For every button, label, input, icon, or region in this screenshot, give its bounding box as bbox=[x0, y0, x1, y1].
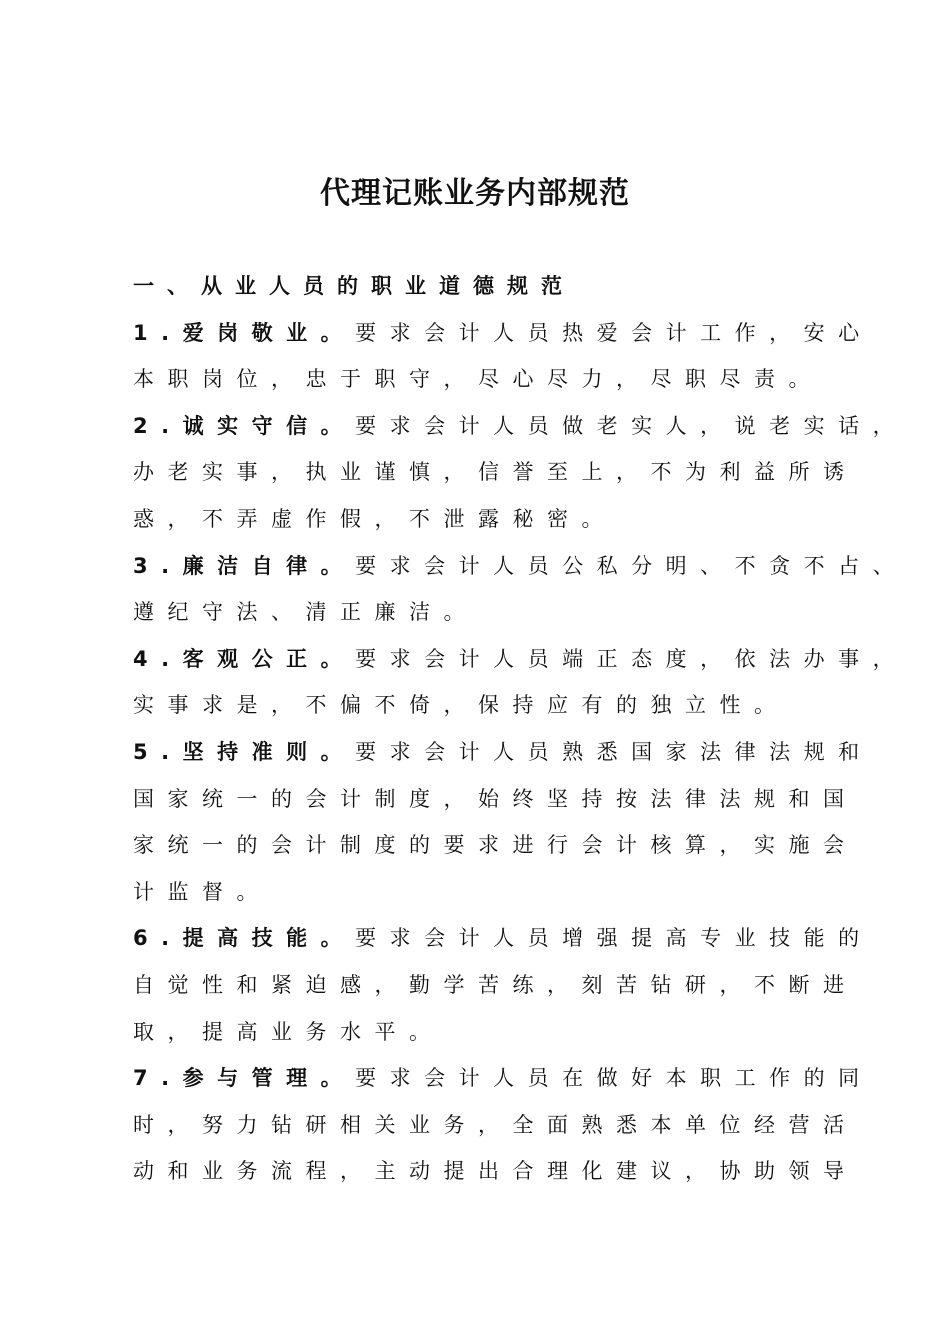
item-5-line-4: 计监督。 bbox=[133, 879, 271, 904]
item-5-head: 5.坚持准则。 bbox=[133, 739, 356, 764]
item-6-head: 6.提高技能。 bbox=[133, 926, 356, 951]
item-1-head: 1.爱岗敬业。 bbox=[133, 320, 356, 345]
item-4-line-1 bbox=[133, 636, 908, 683]
item-4-text: 要求会计人员端正态度，依法办事， bbox=[355, 646, 908, 671]
item-5-text: 要求会计人员熟悉国家法律法规和 bbox=[355, 739, 873, 764]
item-6-line-3: 取，提高业务水平。 bbox=[133, 1019, 444, 1044]
item-7-head: 7.参与管理。 bbox=[133, 1066, 356, 1091]
item-7-line-2: 时，努力钻研相关业务，全面熟悉本单位经营活 bbox=[133, 1112, 858, 1137]
item-2-line-1 bbox=[133, 403, 908, 450]
item-4-head: 4.客观公正。 bbox=[133, 646, 356, 671]
item-1-text: 要求会计人员热爱会计工作，安心 bbox=[355, 320, 873, 345]
item-7-text: 要求会计人员在做好本职工作的同 bbox=[355, 1066, 873, 1091]
item-1-line-2: 本职岗位，忠于职守，尽心尽力，尽职尽责。 bbox=[133, 367, 823, 392]
item-5-line-3: 家统一的会计制度的要求进行会计核算，实施会 bbox=[133, 833, 858, 858]
item-5-line-1 bbox=[133, 729, 893, 776]
section-heading: 一、从业人员的职业道德规范 bbox=[133, 274, 575, 298]
item-2-line-2: 办老实事，执业谨慎，信誉至上，不为利益所诱 bbox=[133, 460, 858, 485]
document-body bbox=[133, 263, 908, 1195]
document-title: 代理记账业务内部规范 bbox=[320, 176, 630, 211]
item-7-line-1 bbox=[133, 1055, 893, 1102]
item-3-text: 要求会计人员公私分明、不贪不占、 bbox=[355, 553, 908, 578]
item-3-line-2: 遵纪守法、清正廉洁。 bbox=[133, 600, 478, 625]
item-2-line-3: 惑，不弄虚作假，不泄露秘密。 bbox=[133, 506, 616, 531]
item-6-text: 要求会计人员增强提高专业技能的 bbox=[355, 926, 873, 951]
item-4-line-2: 实事求是，不偏不倚，保持应有的独立性。 bbox=[133, 693, 789, 718]
item-2-head: 2.诚实守信。 bbox=[133, 413, 356, 438]
item-6-line-2: 自觉性和紧迫感，勤学苦练，刻苦钻研，不断进 bbox=[133, 972, 858, 997]
item-3-line-1 bbox=[133, 543, 908, 590]
item-6-line-1 bbox=[133, 915, 893, 962]
item-1-line-1 bbox=[133, 310, 893, 357]
item-7-line-3: 动和业务流程，主动提出合理化建议，协助领导 bbox=[133, 1159, 858, 1184]
item-2-text: 要求会计人员做老实人，说老实话， bbox=[355, 413, 908, 438]
item-3-head: 3.廉洁自律。 bbox=[133, 553, 356, 578]
item-5-line-2: 国家统一的会计制度，始终坚持按法律法规和国 bbox=[133, 786, 858, 811]
